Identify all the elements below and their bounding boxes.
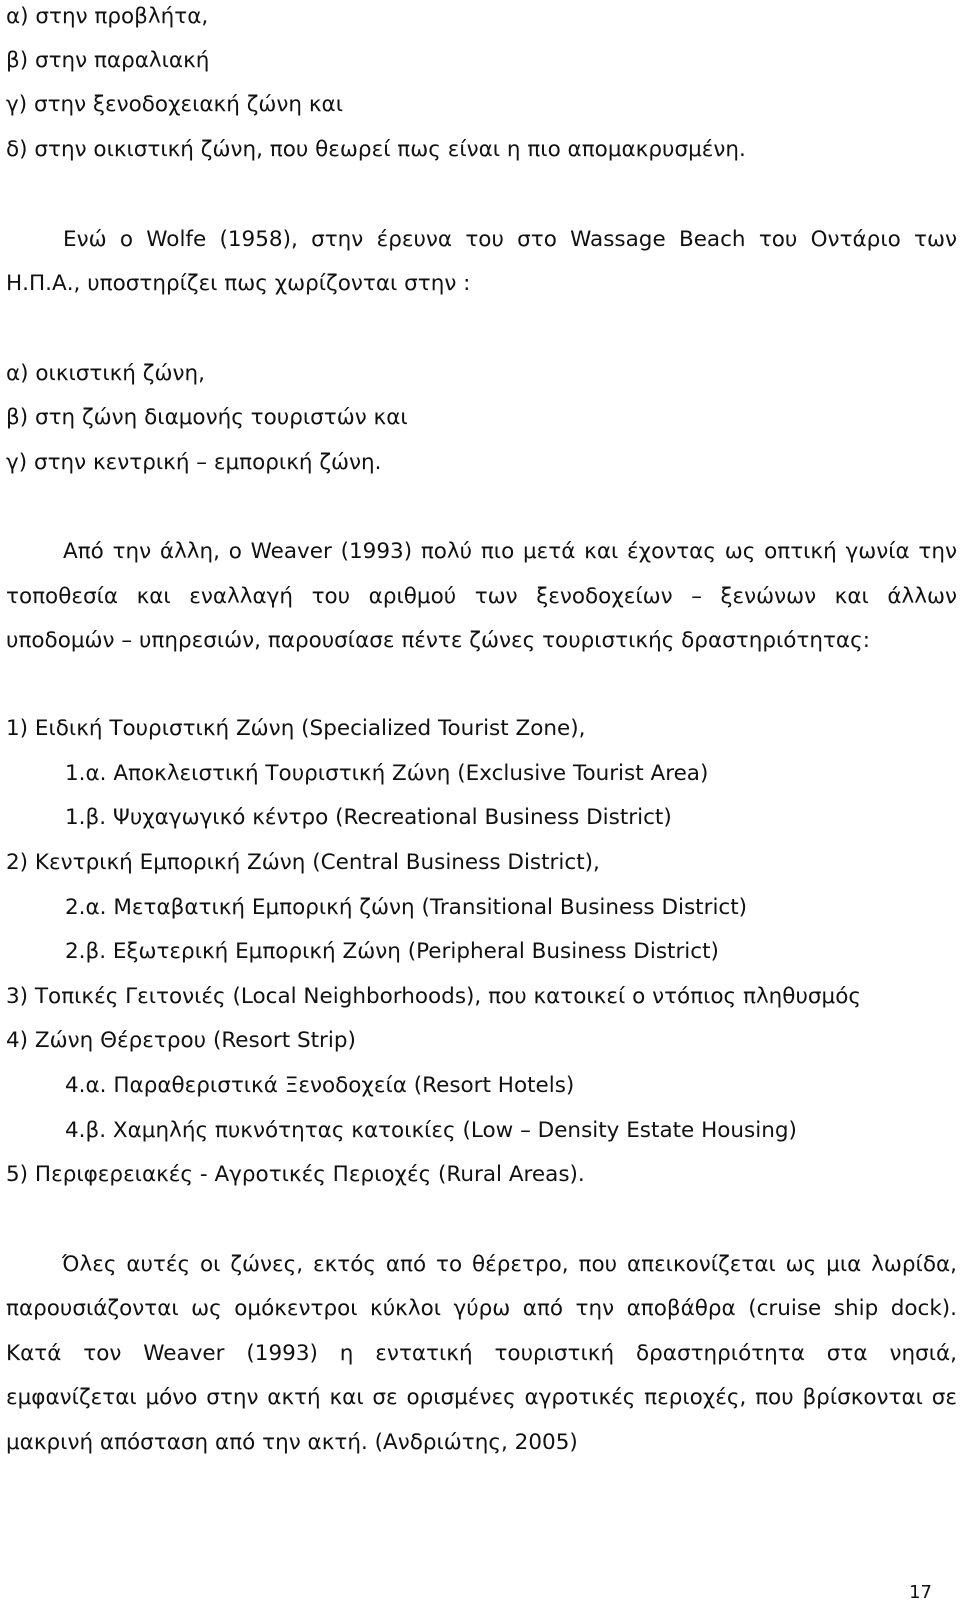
- zone-item: 1) Ειδική Τουριστική Ζώνη (Specialized Tourist Zone),: [6, 716, 586, 741]
- zone-subitem: 4.α. Παραθεριστικά Ξενοδοχεία (Resort Hotels): [65, 1073, 575, 1098]
- paragraph-line: Κατά τον Weaver (1993) η εντατική τουριστική δραστηριότητα στα νησιά,: [6, 1341, 957, 1366]
- paragraph-line: τοποθεσία και εναλλαγή του αριθμού των ξενοδοχείων – ξενώνων και άλλων: [6, 584, 957, 609]
- paragraph-line: υποδομών – υπηρεσιών, παρουσίασε πέντε ζώνες τουριστικής δραστηριότητας:: [6, 628, 870, 653]
- zone-item: 4) Ζώνη Θέρετρου (Resort Strip): [6, 1028, 356, 1053]
- zone-subitem: 2.α. Μεταβατική Εμπορική ζώνη (Transitional Business District): [65, 895, 748, 920]
- list-item: γ) στην ξενοδοχειακή ζώνη και: [6, 92, 343, 117]
- zone-subitem: 2.β. Εξωτερική Εμπορική Ζώνη (Peripheral Business District): [65, 939, 719, 964]
- zone-item: 5) Περιφερειακές - Αγροτικές Περιοχές (Rural Areas).: [6, 1162, 585, 1187]
- list-item: β) στη ζώνη διαμονής τουριστών και: [6, 405, 408, 430]
- paragraph-line: Από την άλλη, ο Weaver (1993) πολύ πιο μετά και έχοντας ως οπτική γωνία την: [63, 539, 957, 564]
- list-item: β) στην παραλιακή: [6, 48, 210, 73]
- list-item: α) στην προβλήτα,: [6, 4, 209, 29]
- zone-subitem: 1.α. Αποκλειστική Τουριστική Ζώνη (Exclusive Tourist Area): [65, 761, 709, 786]
- paragraph-line: Ενώ ο Wolfe (1958), στην έρευνα του στο Wassage Beach του Οντάριο των: [63, 227, 957, 252]
- zone-item: 2) Κεντρική Εμπορική Ζώνη (Central Business District),: [6, 850, 600, 875]
- list-item: γ) στην κεντρική – εμπορική ζώνη.: [6, 450, 382, 475]
- paragraph-line: εμφανίζεται μόνο στην ακτή και σε ορισμένες αγροτικές περιοχές, που βρίσκονται σε: [6, 1385, 957, 1410]
- list-item: δ) στην οικιστική ζώνη, που θεωρεί πως είναι η πιο απομακρυσμένη.: [6, 137, 746, 162]
- zone-subitem: 1.β. Ψυχαγωγικό κέντρο (Recreational Business District): [65, 805, 672, 830]
- paragraph-line: μακρινή απόσταση από την ακτή. (Ανδριώτης, 2005): [6, 1430, 578, 1455]
- zone-item: 3) Τοπικές Γειτονιές (Local Neighborhoods), που κατοικεί ο ντόπιος πληθυσμός: [6, 984, 861, 1009]
- list-item: α) οικιστική ζώνη,: [6, 361, 205, 386]
- zone-subitem: 4.β. Χαμηλής πυκνότητας κατοικίες (Low – Density Estate Housing): [65, 1118, 797, 1143]
- page-number: 17: [909, 1582, 932, 1603]
- paragraph-line: Η.Π.Α., υποστηρίζει πως χωρίζονται στην :: [6, 271, 471, 296]
- paragraph-line: παρουσιάζονται ως ομόκεντροι κύκλοι γύρω από την αποβάθρα (cruise ship dock).: [6, 1296, 957, 1321]
- paragraph-line: Όλες αυτές οι ζώνες, εκτός από το θέρετρο, που απεικονίζεται ως μια λωρίδα,: [62, 1252, 957, 1277]
